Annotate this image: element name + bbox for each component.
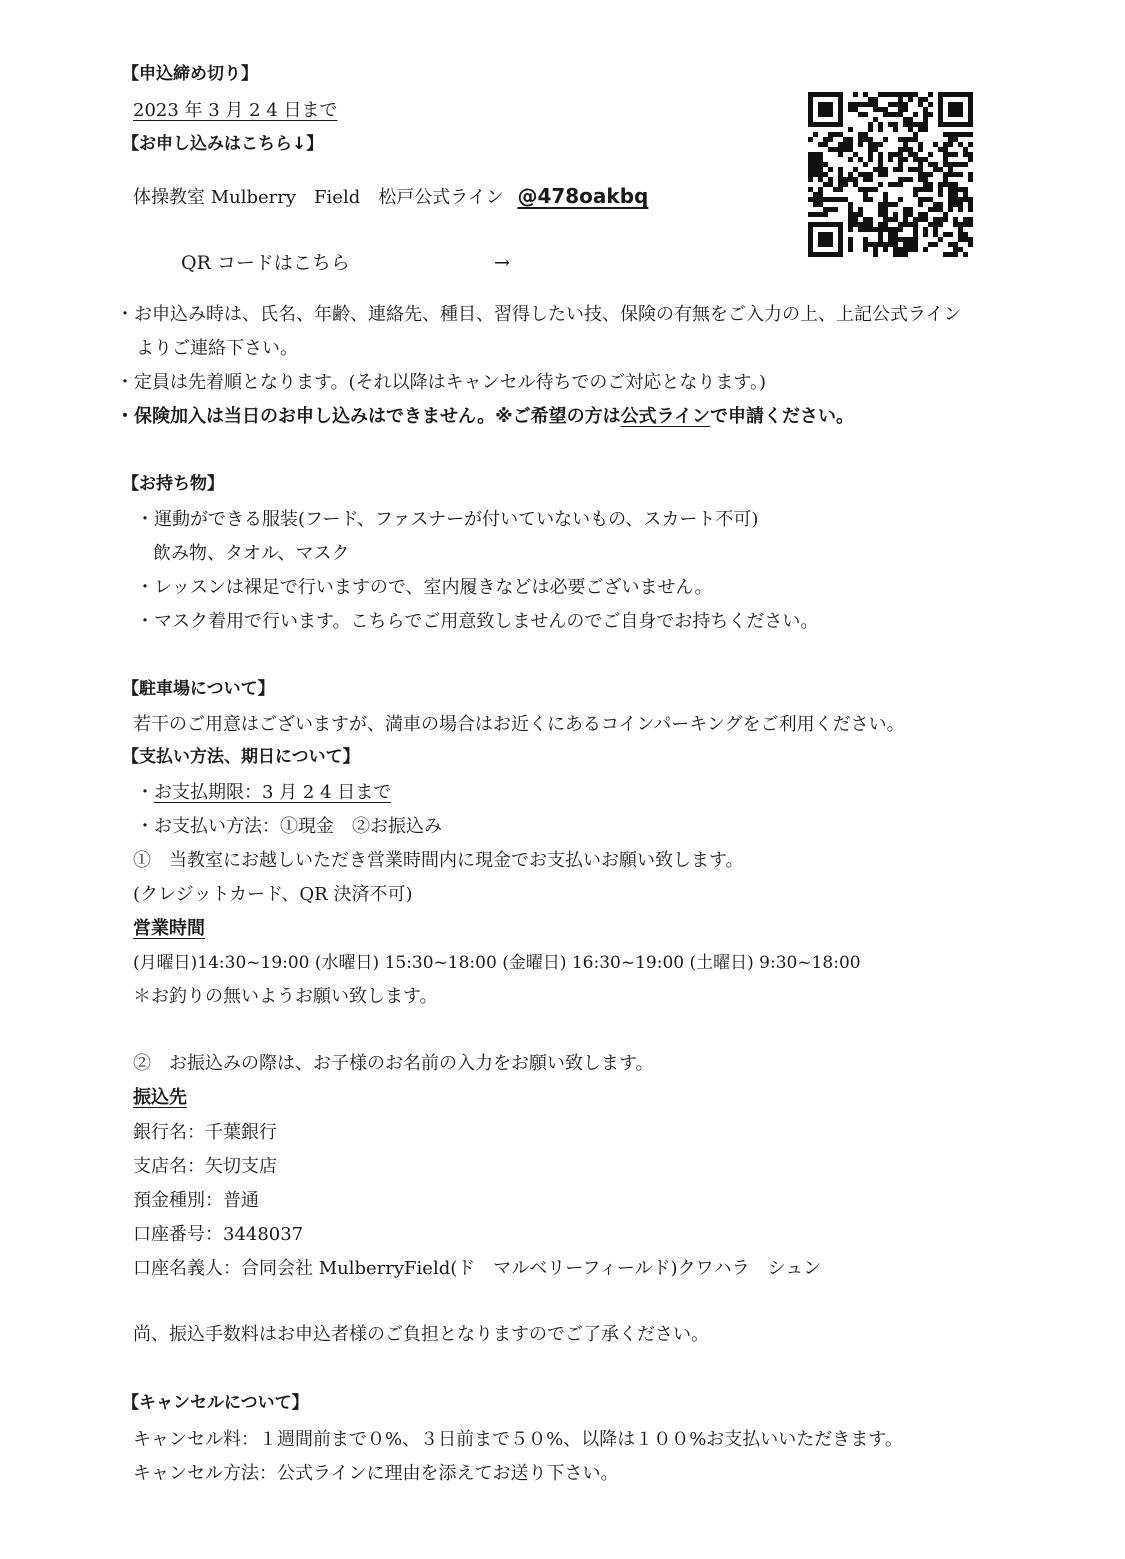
insurance-note-b: で申請ください。 — [710, 406, 855, 427]
payment-deadline: お支払期限：3 月 2 4 日まで — [154, 782, 392, 803]
belongings-item-3: ・マスク着用で行います。こちらでご用意致しませんのでご自身でお持ちください。 — [136, 611, 819, 632]
insurance-note-link: 公式ライン — [620, 406, 711, 427]
account-number: 口座番号：3448037 — [133, 1224, 304, 1245]
cancel-fee: キャンセル料：１週間前まで０%、３日前まで５０%、以降は１００%お支払いいただきます。 — [133, 1429, 903, 1450]
fee-note: 尚、振込手数料はお申込者様のご負担となりますのでご了承ください。 — [133, 1324, 709, 1345]
belongings-heading: 【お持ち物】 — [122, 474, 224, 494]
deadline-heading: 【申込締め切り】 — [122, 64, 258, 84]
apply-note-1: ・お申込み時は、氏名、年齢、連絡先、種目、習得したい技、保険の有無をご入力の上、上記公式ライン — [116, 304, 962, 325]
line-account-row — [133, 184, 648, 210]
belongings-item-1: ・運動ができる服装(フード、ファスナーが付いていないもの、スカート不可) — [136, 509, 759, 530]
parking-heading: 【駐車場について】 — [122, 679, 275, 699]
cancel-heading: 【キャンセルについて】 — [122, 1393, 309, 1413]
apply-note-2: ・定員は先着順となります。(それ以降はキャンセル待ちでのご対応となります。) — [116, 372, 766, 393]
apply-note-1-cont: よりご連絡下さい。 — [136, 338, 298, 359]
belongings-item-1-cont: 飲み物、タオル、マスク — [153, 543, 350, 564]
insurance-note — [116, 405, 854, 429]
payment-deadline-row — [136, 781, 391, 805]
transfer-note: ② お振込みの際は、お子様のお名前の入力をお願い致します。 — [133, 1053, 654, 1074]
payment-deadline-prefix: ・ — [136, 782, 154, 803]
bank-heading: 振込先 — [133, 1087, 187, 1108]
account-type: 預金種別：普通 — [133, 1190, 259, 1211]
insurance-note-a: ・保険加入は当日のお申し込みはできません。※ご希望の方は — [116, 406, 621, 427]
cancel-method: キャンセル方法：公式ラインに理由を添えてお送り下さい。 — [133, 1463, 619, 1484]
belongings-item-2: ・レッスンは裸足で行いますので、室内履きなどは必要ございません。 — [136, 577, 713, 598]
line-account-text: 体操教室 Mulberry Field 松戸公式ライン — [133, 187, 504, 208]
business-hours: (月曜日)14:30~19:00 (水曜日) 15:30~18:00 (金曜日) 16:30~19:00 (土曜日) 9:30~18:00 — [133, 953, 861, 973]
hours-heading: 営業時間 — [133, 918, 205, 939]
apply-heading: 【お申し込みはこちら↓】 — [122, 134, 324, 154]
account-holder: 口座名義人：合同会社 MulberryField(ド マルベリーフィールド)クワハラ シュン — [133, 1258, 822, 1279]
qr-code-graphic — [790, 78, 995, 276]
line-handle[interactable]: @478oakbq — [517, 184, 649, 208]
parking-text: 若干のご用意はございますが、満車の場合はお近くにあるコインパーキングをご利用ください。 — [133, 714, 905, 735]
payment-heading: 【支払い方法、期日について】 — [122, 747, 360, 767]
deadline-date: 2023 年 3 月 2 4 日まで — [133, 100, 338, 121]
bank-name: 銀行名：千葉銀行 — [133, 1122, 277, 1143]
branch-name: 支店名：矢切支店 — [133, 1156, 277, 1177]
cash-exclusion: (クレジットカード、QR 決済不可) — [133, 884, 413, 905]
qr-text: QR コードはこちら — [181, 252, 350, 274]
cash-note: ① 当教室にお越しいただき営業時間内に現金でお支払いお願い致します。 — [133, 850, 744, 871]
payment-method: ・お支払い方法：①現金 ②お振込み — [136, 816, 442, 837]
qr-code[interactable] — [790, 78, 995, 276]
arrow-right-icon: → — [494, 252, 510, 274]
change-note: ＊お釣りの無いようお願い致します。 — [133, 986, 438, 1007]
